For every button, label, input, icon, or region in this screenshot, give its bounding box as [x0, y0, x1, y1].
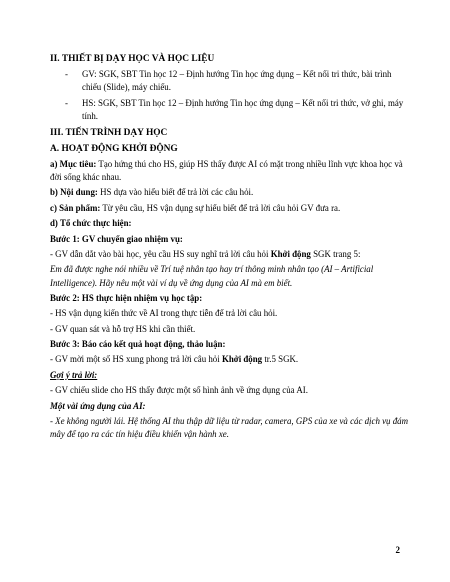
section-heading-process: III. TIẾN TRÌNH DẠY HỌC	[50, 127, 168, 138]
content-label: b) Nội dung:	[50, 187, 98, 198]
step3-text-bold: Khởi động	[221, 354, 263, 365]
page-content	[50, 52, 408, 444]
step2-line-2: - GV quan sát và hỗ trợ HS khi cần thiết.	[50, 323, 196, 334]
list-item-text: GV: SGK, SBT Tin học 12 – Định hướng Tin học ứng dụng – Kết nối tri thức, bài trình chiếu (Slide), máy chiếu.	[82, 69, 392, 93]
step3-text-end: tr.5 SGK.	[262, 354, 299, 365]
dash-marker: -	[65, 69, 68, 80]
step1-heading: Bước 1: GV chuyển giao nhiệm vụ:	[50, 233, 183, 244]
list-item-student-materials	[50, 97, 408, 124]
step1-instruction	[50, 248, 408, 261]
step1-question: Em đã được nghe nói nhiều về Trí tuệ nhân tạo hay trí thông minh nhân tạo (AI – Artificial Intelligence). Hãy nêu một vài ví dụ về ứng dụng của AI mà em biết.	[50, 264, 374, 288]
step3-heading: Bước 3: Báo cáo kết quả hoạt động, thảo luận:	[50, 339, 226, 350]
section-heading-equipment: II. THIẾT BỊ DẠY HỌC VÀ HỌC LIỆU	[50, 54, 215, 64]
step2-heading: Bước 2: HS thực hiện nhiệm vụ học tập:	[50, 293, 203, 303]
product-paragraph	[50, 202, 408, 215]
organization-label: d) Tổ chức thực hiện:	[50, 218, 132, 229]
list-item-teacher-materials	[50, 68, 408, 95]
list-item-text: HS: SGK, SBT Tin học 12 – Định hướng Tin học ứng dụng – Kết nối tri thức, vở ghi, máy tính.	[82, 97, 404, 122]
answer-line: - GV chiếu slide cho HS thấy được một số hình ảnh về ứng dụng của AI.	[50, 385, 308, 396]
example-1: - Xe không người lái. Hệ thống AI thu thập dữ liệu từ radar, camera, GPS của xe và các dịch vụ đám mây để tạo ra các tín hiệu điều khiển vận hành xe.	[50, 415, 408, 440]
step1-text-start: - GV dẫn dắt vào bài học, yêu cầu HS suy nghĩ trả lời câu hỏi	[50, 248, 271, 259]
goal-paragraph	[50, 158, 408, 185]
goal-label: a) Mục tiêu:	[50, 158, 97, 169]
product-text: Từ yêu cầu, HS vận dụng sự hiểu biết để trả lời câu hỏi GV đưa ra.	[100, 202, 341, 213]
page-number: 2	[395, 545, 400, 555]
examples-label: Một vài ứng dụng của AI:	[50, 400, 146, 411]
content-paragraph	[50, 186, 408, 199]
answer-suggestion-label: Gợi ý trả lời:	[50, 369, 98, 380]
step3-text-start: - GV mời một số HS xung phong trả lời câu hỏi	[50, 354, 222, 365]
goal-text: Tạo hứng thú cho HS, giúp HS thấy được AI có mặt trong nhiều lĩnh vực khoa học và đời sống khác nhau.	[50, 158, 403, 183]
step1-text-end: SGK trang 5:	[310, 248, 361, 259]
step1-text-bold: Khởi động	[270, 248, 311, 259]
subsection-heading-warmup: A. HOẠT ĐỘNG KHỞI ĐỘNG	[50, 143, 178, 154]
step2-line-1: - HS vận dụng kiến thức về AI trong thực tiễn để trả lời câu hỏi.	[50, 308, 278, 319]
dash-marker: -	[65, 97, 68, 108]
product-label: c) Sản phẩm:	[50, 202, 101, 213]
content-text: HS dựa vào hiểu biết để trả lời các câu hỏi.	[97, 187, 254, 198]
step3-instruction	[50, 353, 408, 366]
